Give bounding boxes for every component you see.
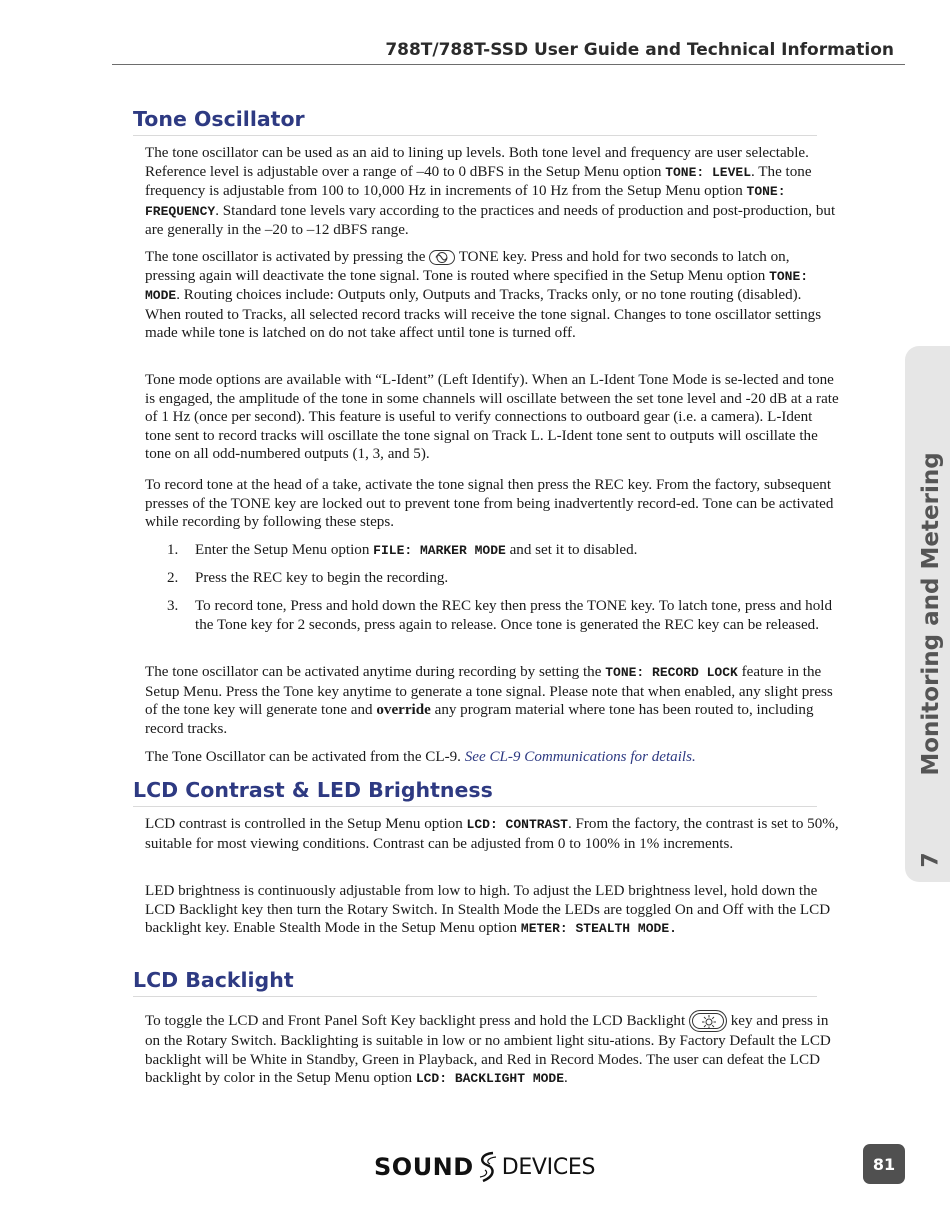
- section-rule: [133, 135, 817, 136]
- logo-text-sound: SOUND: [374, 1153, 474, 1181]
- heading-tone-oscillator: Tone Oscillator: [133, 107, 305, 131]
- setting-code: TONE: FREQUENCY: [145, 184, 786, 219]
- logo-text-devices: DEVICES: [501, 1154, 596, 1180]
- tone-paragraph-6: The Tone Oscillator can be activated from the CL-9. See CL-9 Communications for details.: [145, 749, 696, 765]
- backlight-paragraph-1: To toggle the LCD and Front Panel Soft Key backlight press and hold the LCD Backlight key and press in on the Rotary Switch. Backlighting is suitable in low or no ambient light situ-ations. By Factory Default the LCD backlight will be White in Standby, Green in Playback, and Red in Record Modes. The user can defeat the LCD backlight by color in the Setup Menu option LCD: BACKLIGHT MODE.: [145, 1010, 840, 1089]
- setting-code: TONE: RECORD LOCK: [605, 665, 738, 680]
- cl9-link[interactable]: See CL-9 Communications for details.: [464, 749, 696, 765]
- setting-code: LCD: BACKLIGHT MODE: [415, 1071, 565, 1087]
- setting-code: FILE: MARKER MODE: [373, 543, 506, 558]
- tone-paragraph-5: The tone oscillator can be activated anytime during recording by setting the TONE: RECORD LOCK feature in the Setup Menu. Press the Tone key anytime to generate a tone signal. Please note that when enabled, any slight press of the tone key will generate tone and override any program material where tone has been routed to, including record tracks.: [145, 664, 833, 737]
- setting-code: TONE: LEVEL: [665, 164, 752, 180]
- heading-lcd-backlight: LCD Backlight: [133, 968, 294, 992]
- setting-code: METER: STEALTH MODE.: [520, 921, 677, 937]
- setting-code: LCD: CONTRAST: [466, 817, 568, 832]
- tone-paragraph-3: Tone mode options are available with “L-Ident” (Left Identify). When an L-Ident Tone Mode is se-lected and tone is engaged, the amplitude of the tone in some channels will oscillate between the set tone level and -20 dB at a rate of 1 Hz (once per second). This feature is useful to verify connections to outboard gear (i.e. a camera). L-Ident tone sent to record tracks will oscillate the tone signal on Track L. L-Ident tone sent to outputs will oscillate the tone on all odd-numbered outputs (1, 3, and 5).: [145, 372, 839, 463]
- sound-devices-logo: [374, 1150, 595, 1184]
- heading-lcd-contrast: LCD Contrast & LED Brightness: [133, 778, 493, 802]
- tone-paragraph-2: The tone oscillator is activated by pressing the TONE key. Press and hold for two seconds to latch on, pressing again will deactivate the tone signal. Tone is routed where specified in the Setup Menu option TONE: MODE. Routing choices include: Outputs only, Outputs and Tracks, Tracks only, or no tone routing (disabled). When routed to Tracks, all selected record tracks will receive the tone signal. Changes to tone oscillator settings made while tone is latched on do not take affect until tone is turned off.: [145, 249, 822, 342]
- section-rule: [133, 996, 817, 997]
- lcd-contrast-paragraph-1: LCD contrast is controlled in the Setup Menu option LCD: CONTRAST. From the factory, the contrast is set to 50%, suitable for most viewing conditions. Contrast can be adjusted from 0 to 100% in 1% increments.: [145, 816, 839, 852]
- section-rule: [133, 806, 817, 807]
- header-title: 788T/788T-SSD User Guide and Technical Information: [385, 40, 894, 60]
- tone-paragraph-1: The tone oscillator can be used as an aid to lining up levels. Both tone level and frequency are user selectable. Reference level is adjustable over a range of –40 to 0 dBFS in the Setup Menu option TONE: LEVEL. The tone frequency is adjustable from 100 to 10,000 Hz in increments of 10 Hz from the Setup Menu option TONE: FREQUENCY. Standard tone levels vary according to the practices and needs of production and post-production, but are generally in the –20 to –12 dBFS range.: [145, 145, 836, 239]
- chapter-tab-number: 7: [918, 852, 944, 868]
- backlight-key-icon: [689, 1010, 727, 1032]
- tone-paragraph-4: To record tone at the head of a take, activate the tone signal then press the REC key. From the factory, subsequent presses of the TONE key are locked out to prevent tone from being inadvertently record-ed. Tone can be activated while recording by following these steps.: [145, 477, 834, 531]
- setting-code: TONE: MODE: [145, 268, 809, 304]
- header-rule: [112, 64, 905, 65]
- chapter-tab-label: Monitoring and Metering: [918, 452, 944, 776]
- logo-swirl-icon: [475, 1150, 501, 1184]
- page-number: 81: [863, 1144, 905, 1184]
- tone-key-icon: [429, 250, 455, 265]
- lcd-contrast-paragraph-2: LED brightness is continuously adjustable from low to high. To adjust the LED brightness level, hold down the LCD Backlight key then turn the Rotary Switch. In Stealth Mode the LEDs are toggled On and Off with the LCD backlight key. Enable Stealth Mode in the Setup Menu option METER: STEALTH MODE.: [145, 883, 831, 937]
